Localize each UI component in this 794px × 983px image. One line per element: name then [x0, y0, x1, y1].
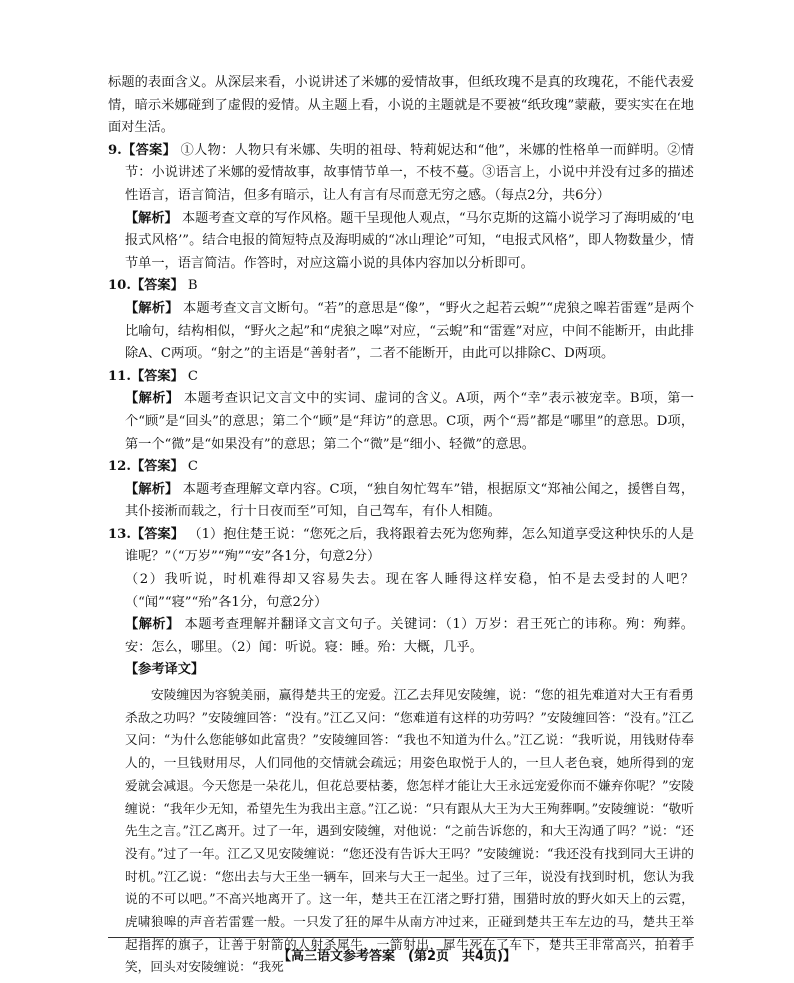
- q11-answer-tag: 【答案】: [130, 368, 184, 384]
- q9-answer-text: ①人物：人物只有米娜、失明的祖母、特莉妮达和“他”，米娜的性格单一而鲜明。②情节：小说讲述了米娜的爱情故事，故事情节单一，不枝不蔓。③语言上，小说中并没有过多的描述性语言，语言简洁，但多有暗示，让人有言有尽而意无穷之感。（每点2分，共6分）: [125, 142, 694, 203]
- q13-answer: [108, 524, 694, 569]
- q9-answer-tag: 【答案】: [121, 142, 177, 158]
- q13-analysis-text: 本题考查理解并翻译文言文句子。关键词：（1）万岁：君王死亡的讳称。殉：殉葬。安：怎么，哪里。（2）闻：听说。寝：睡。殆：大概，几乎。: [125, 617, 694, 655]
- q12-number: 12.: [108, 459, 131, 475]
- q9-number: 9.: [108, 142, 122, 158]
- q12-analysis-tag: 【解析】: [125, 481, 179, 497]
- q11-analysis: [108, 388, 694, 456]
- q13-answer-2: （2）我听说，时机难得却又容易失去。现在客人睡得这样安稳，怕不是去受封的人吧？（“闻”“寝”“殆”各1分，句意2分）: [125, 572, 694, 610]
- q12-answer: [108, 456, 694, 479]
- q13-number: 13.: [108, 526, 131, 542]
- q13-reference-tag: 【参考译文】: [125, 662, 205, 678]
- q13-translation: 安陵缠因为容貌美丽，赢得楚共王的宠爱。江乙去拜见安陵缠，说：“您的祖先难道对大王有看勇杀敌之功吗？”安陵缠回答：“没有。”江乙又问：“您难道有这样的功劳吗？”安陵缠回答：“没有。”江乙又问：“为什么您能够如此富贵？”安陵缠回答：“我也不知道为什么。”江乙说：“我听说，用钱财侍奉人的，一旦钱财用尽，人们同他的交情就会疏远；用姿色取悦于人的，一旦人老色衰，她所得到的宠爱就会减退。今天您是一朵花儿，但花总要枯萎，您怎样才能让大王永远宠爱你而不嫌弃你呢？”安陵缠说：“我年少无知，希望先生为我出主意。”江乙说：“只有跟从大王为大王殉葬啊。”安陵缠说：“敬听先生之言。”江乙离开。过了一年，遇到安陵缠，对他说：“之前告诉您的，和大王沟通了吗？”说：“还没有。”过了一年。江乙又见安陵缠说：“您还没有告诉大王吗？”安陵缠说：“我还没有找到同大王讲的时机。”江乙说：“您出去与大王坐一辆车，回来与大王一起坐。过了三年，说没有找到时机，您认为我说的不可以吧。”不高兴地离开了。这一年，楚共王在江渚之野打猎，围猎时放的野火如天上的云霓，虎啸狼嗥的声音若雷霆一般。一只发了狂的犀牛从南方冲过来，正碰到楚共王车左边的马，楚共王举起指挥的旗子，让善于射箭的人射杀犀牛，一箭射出，犀牛死在了车下，楚共王非常高兴，拍着手笑，回头对安陵缠说：“我死: [125, 687, 694, 975]
- q12-analysis: [108, 479, 694, 524]
- q12-answer-tag: 【答案】: [130, 459, 184, 475]
- q13-analysis: [108, 614, 694, 659]
- q11-number: 11.: [108, 368, 131, 384]
- q9-analysis-text: 本题考查文章的写作风格。题干呈现他人观点，“马尔克斯的这篇小说学习了海明威的‘电报式风格’”。结合电报的简短特点及海明威的“冰山理论”可知，“电报式风格”，即人物数量少，情节单一，语言简洁。作答时，对应这篇小说的具体内容加以分析即可。: [125, 210, 695, 271]
- q12-answer-text: C: [187, 459, 198, 475]
- q12-analysis-text: 本题考查理解文章内容。C项，“独自匆忙驾车”错，根据原文“郑袖公闻之，援辔自驾，其仆接淅而载之，行十日夜而至”可知，自己驾车，有仆人相随。: [125, 481, 695, 520]
- q10-answer-text: B: [187, 278, 198, 294]
- q13-reference-heading: [108, 659, 694, 682]
- intro-paragraph: 标题的表面含义。从深层来看，小说讲述了米娜的爱情故事，但纸玫瑰不是真的玫瑰花，不能代表爱情，暗示米娜碰到了虚假的爱情。从主题上看，小说的主题就是不要被“纸玫瑰”蒙蔽，要实实在在地面对生活。: [108, 75, 694, 136]
- page-footer: 【高三语文参考答案 (第2页 共4页)】: [0, 945, 794, 964]
- q11-analysis-tag: 【解析】: [125, 391, 180, 407]
- q11-answer-text: C: [187, 368, 198, 384]
- q10-answer-tag: 【答案】: [130, 278, 184, 294]
- q13-answer-tag: 【答案】: [130, 526, 185, 542]
- q10-analysis-text: 本题考查文言文断句。“若”的意思是“像”，“野火之起若云蜺”“虎狼之嗥若雷霆”是两个比喻句，结构相似，“野火之起”和“虎狼之嗥”对应，“云蜺”和“雷霆”对应，中间不能断开，由此排除A、C两项。“射之”的主语是“善射者”，二者不能断开，由此可以排除C、D两项。: [125, 300, 695, 362]
- q9-analysis-tag: 【解析】: [125, 210, 178, 226]
- q10-number: 10.: [108, 278, 131, 294]
- q11-answer: [108, 366, 694, 389]
- q10-analysis: [108, 298, 694, 366]
- q9-answer: [108, 140, 694, 208]
- q9-analysis: [108, 208, 694, 276]
- q13-analysis-tag: 【解析】: [125, 617, 180, 633]
- q10-answer: [108, 275, 694, 298]
- q10-analysis-tag: 【解析】: [125, 300, 179, 316]
- q13-answer-text-1: （1）抱住楚王说：“您死之后，我将跟着去死为您殉葬，怎么知道享受这种快乐的人是谁呢？”（“万岁”“殉”“安”各1分，句意2分）: [125, 526, 694, 565]
- answer-page: [108, 72, 694, 979]
- q11-analysis-text: 本题考查识记文言文中的实词、虚词的含义。A项，两个“幸”表示被宠幸。B项，第一个“顾”是“回头”的意思；第二个“顾”是“拜访”的意思。C项，两个“焉”都是“哪里”的意思。D项，第一个“微”是“如果没有”的意思；第二个“微”是“细小、轻微”的意思。: [125, 391, 694, 452]
